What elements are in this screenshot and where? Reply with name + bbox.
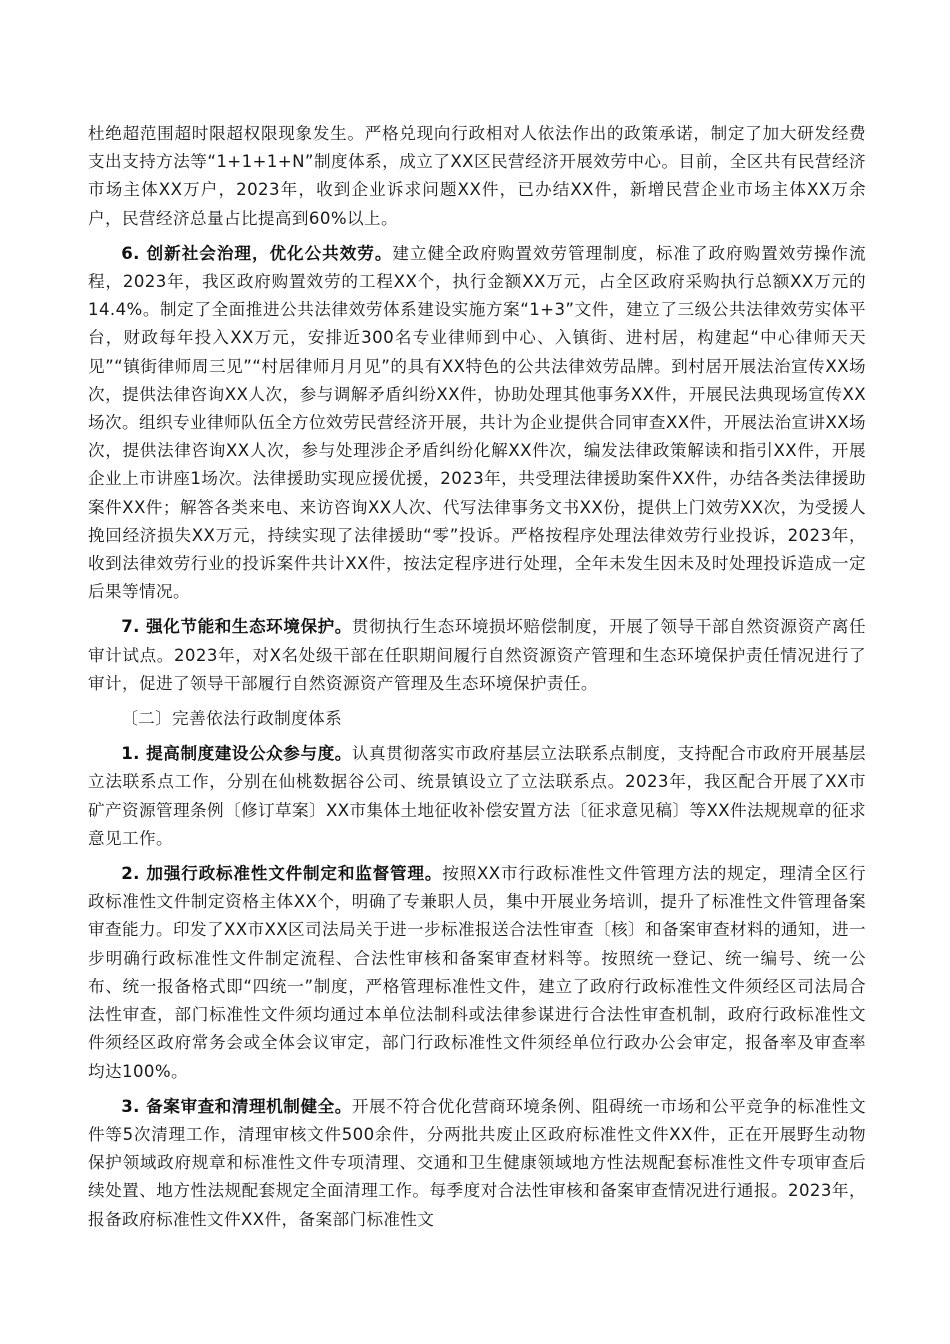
paragraph-continuation <box>88 120 866 233</box>
paragraph-heading: 6. 创新社会治理，优化公共效劳。 <box>121 243 393 263</box>
paragraph-item-1 <box>88 740 866 853</box>
subheading-text: 〔二〕完善依法行政制度体系 <box>121 709 343 729</box>
paragraph-text: 认真贯彻落实市政府基层立法联系点制度，支持配合市政府开展基层立法联系点工作，分别在仙桃数据谷公司、统景镇设立了立法联系点。2023年，我区配合开展了XX市矿产资源管理条例〔修订草案〕XX市集体土地征收补偿安置方法〔征求意见稿〕等XX件法规规章的征求意见工作。 <box>88 744 866 848</box>
paragraph-heading: 2. 加强行政标准性文件制定和监督管理。 <box>121 864 443 884</box>
paragraph-heading: 1. 提高制度建设公众参与度。 <box>121 744 352 764</box>
document-body <box>88 120 866 1241</box>
paragraph-text: 按照XX市行政标准性文件管理方法的规定，理清全区行政标准性文件制定资格主体XX个，明确了专兼职人员，集中开展业务培训，提升了标准性文件管理备案审查能力。印发了XX市XX区司法局关于进一步标准报送合法性审查〔核〕和备案审查材料的通知，进一步明确行政标准性文件制定流程、合法性审核和备案审查材料等。按照统一登记、统一编号、统一公布、统一报备格式即“四统一”制度，严格管理标准性文件，建立了政府行政标准性文件须经区司法局合法性审查，部门标准性文件须均通过本单位法制科或法律参谋进行合法性审查机制，政府行政标准性文件须经区政府常务会或全体会议审定，部门行政标准性文件须经单位行政办公会审定，报备率及审查率均达100%。 <box>88 864 866 1081</box>
paragraph-item-2 <box>88 860 866 1086</box>
paragraph-item-3 <box>88 1093 866 1234</box>
paragraph-item-7 <box>88 613 866 698</box>
paragraph-heading: 7. 强化节能和生态环境保护。 <box>121 617 352 637</box>
section-subheading <box>88 705 866 733</box>
paragraph-text: 开展不符合优化营商环境条例、阻碍统一市场和公平竞争的标准性文件等5次清理工作，清理审核文件500余件，分两批共废止区政府标准性文件XX件，正在开展野生动物保护领域政府规章和标准性文件专项清理、交通和卫生健康领域地方性法规配套标准性文件专项审查后续处置、地方性法规配套规定全面清理工作。每季度对合法性审核和备案审查情况进行通报。2023年，报备政府标准性文件XX件，备案部门标准性文 <box>88 1096 866 1229</box>
paragraph-text: 贯彻执行生态环境损坏赔偿制度，开展了领导干部自然资源资产离任审计试点。2023年，对X名处级干部在任职期间履行自然资源资产管理和生态环境保护责任情况进行了审计，促进了领导干部履行自然资源资产管理及生态环境保护责任。 <box>88 617 866 693</box>
paragraph-heading: 3. 备案审查和清理机制健全。 <box>121 1096 352 1116</box>
paragraph-item-6 <box>88 240 866 607</box>
paragraph-text: 建立健全政府购置效劳管理制度，标准了政府购置效劳操作流程，2023年，我区政府购置效劳的工程XX个，执行金额XX万元，占全区政府采购执行总额XX万元的14.4%。制定了全面推进公共法律效劳体系建设实施方案“1+3”文件，建立了三级公共法律效劳实体平台，财政每年投入XX万元，安排近300名专业律师到中心、入镇街、进村居，构建起“中心律师天天见”“镇街律师周三见”“村居律师月月见”的具有XX特色的公共法律效劳品牌。到村居开展法治宣传XX场次，提供法律咨询XX人次，参与调解矛盾纠纷XX件，协助处理其他事务XX件，开展民法典现场宣传XX场次。组织专业律师队伍全方位效劳民营经济开展，共计为企业提供合同审查XX件，开展法治宣讲XX场次，提供法律咨询XX人次，参与处理涉企矛盾纠纷化解XX件次，编发法律政策解读和指引XX件，开展企业上市讲座1场次。法律援助实现应援优援，2023年，共受理法律援助案件XX件，办结各类法律援助案件XX件；解答各类来电、来访咨询XX人次、代写法律事务文书XX份，提供上门效劳XX次，为受援人挽回经济损失XX万元，持续实现了法律援助“零”投诉。严格按程序处理法律效劳行业投诉，2023年，收到法律效劳行业的投诉案件共计XX件，按法定程序进行处理，全年未发生因未及时处理投诉造成一定后果等情况。 <box>88 243 866 602</box>
paragraph-text: 杜绝超范围超时限超权限现象发生。严格兑现向行政相对人依法作出的政策承诺，制定了加大研发经费支出支持方法等“1+1+1+N”制度体系，成立了XX区民营经济开展效劳中心。目前，全区共有民营经济市场主体XX万户，2023年，收到企业诉求问题XX件，已办结XX件，新增民营企业市场主体XX万余户，民营经济总量占比提高到60%以上。 <box>88 124 866 228</box>
